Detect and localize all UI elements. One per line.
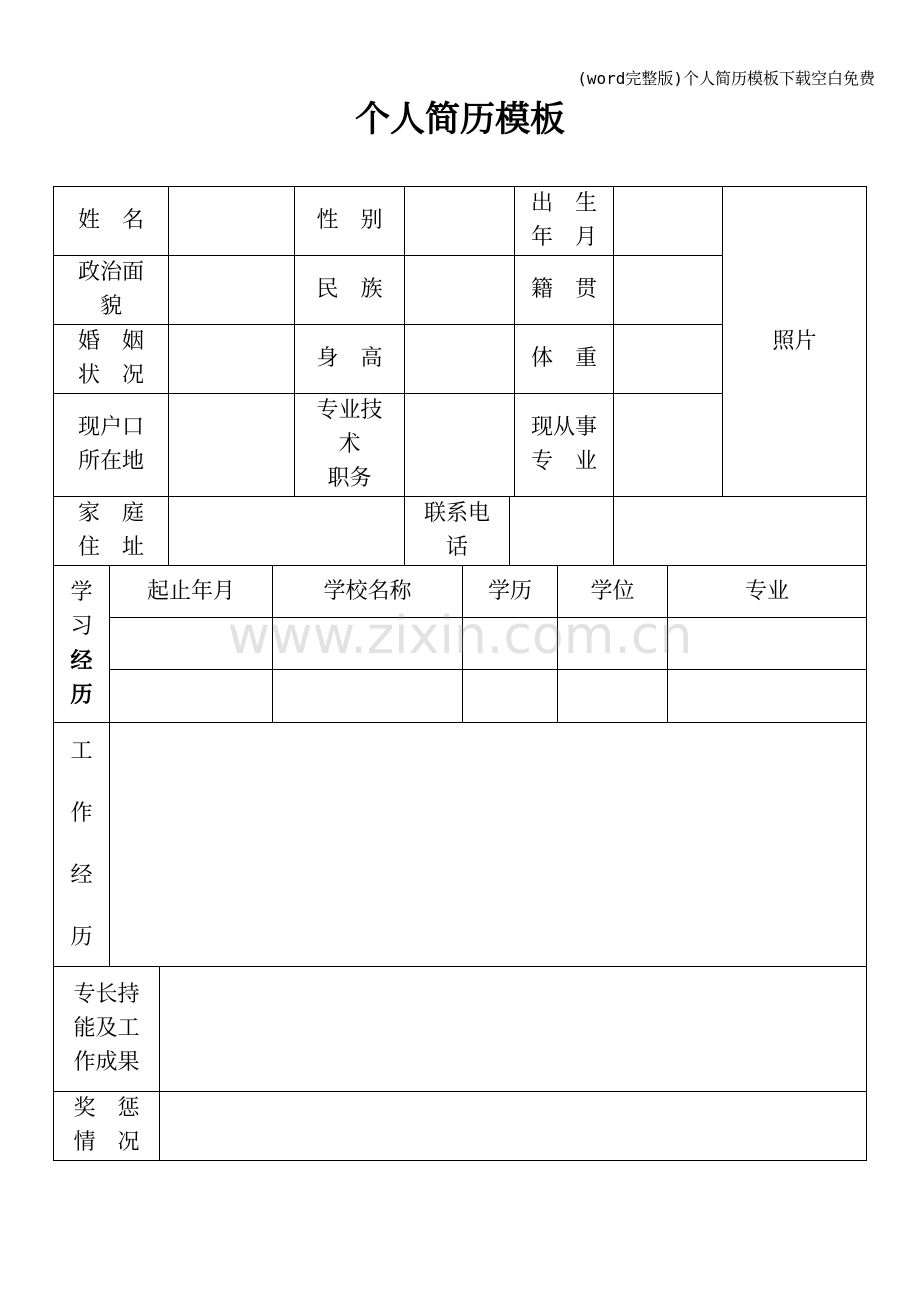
birth-date-field[interactable] xyxy=(614,187,722,255)
table-border-bottom xyxy=(53,1160,867,1161)
label-ethnicity: 民 族 xyxy=(316,277,383,302)
label-height: 身 高 xyxy=(316,346,383,371)
label-work-experience: 工 作 经 历 xyxy=(70,739,93,950)
native-place-field[interactable] xyxy=(614,256,722,324)
label-current-profession: 现从事 专 业 xyxy=(530,415,597,474)
label-hukou-location: 现户口 所在地 xyxy=(77,415,144,474)
label-birth-date: 出 生 年 月 xyxy=(530,191,597,250)
label-weight: 体 重 xyxy=(530,346,597,371)
phone-field[interactable] xyxy=(510,497,613,565)
work-experience-field[interactable] xyxy=(110,723,866,966)
education-row[interactable] xyxy=(110,618,866,669)
gender-field[interactable] xyxy=(405,187,514,255)
label-native-place: 籍 贯 xyxy=(530,277,597,302)
marital-status-field[interactable] xyxy=(169,325,294,393)
photo-box[interactable]: 照片 xyxy=(772,329,817,354)
header-date-range: 起止年月 xyxy=(146,578,235,604)
table-border-right xyxy=(866,186,867,1161)
education-row[interactable] xyxy=(110,670,866,722)
header-major: 专业 xyxy=(744,578,789,604)
watermark: www.zixin.com.cn xyxy=(227,606,693,666)
label-political-status: 政治面 貌 xyxy=(77,260,144,319)
political-status-field[interactable] xyxy=(169,256,294,324)
label-name: 姓 名 xyxy=(77,208,144,233)
ethnicity-field[interactable] xyxy=(405,256,514,324)
rewards-penalties-field[interactable] xyxy=(160,1092,866,1160)
label-professional-title: 专业技 术 职务 xyxy=(316,398,383,491)
home-address-field[interactable] xyxy=(169,497,404,565)
weight-field[interactable] xyxy=(614,325,722,393)
label-home-address: 家 庭 住 址 xyxy=(77,501,144,560)
label-gender: 性 别 xyxy=(316,208,383,233)
hukou-location-field[interactable] xyxy=(169,394,294,496)
document-title: 个人简历模板 xyxy=(354,100,565,140)
header-school-name: 学校名称 xyxy=(323,578,412,604)
current-profession-field[interactable] xyxy=(614,394,722,496)
name-field[interactable] xyxy=(169,187,294,255)
label-phone: 联系电 话 xyxy=(423,501,490,560)
professional-title-field[interactable] xyxy=(405,394,514,496)
label-skills-achievements: 专长持 能及工 作成果 xyxy=(73,982,140,1075)
skills-achievements-field[interactable] xyxy=(160,967,866,1091)
header-degree: 学位 xyxy=(590,578,635,604)
phone-extra-field[interactable] xyxy=(614,497,866,565)
label-marital-status: 婚 姻 状 况 xyxy=(77,329,144,388)
label-rewards-penalties: 奖 惩 情 况 xyxy=(73,1096,140,1155)
header-note: (word完整版)个人简历模板下载空白免费 xyxy=(577,69,875,88)
height-field[interactable] xyxy=(405,325,514,393)
header-education-level: 学历 xyxy=(487,578,532,604)
label-education-history: 学 习 经 历 xyxy=(70,580,93,708)
